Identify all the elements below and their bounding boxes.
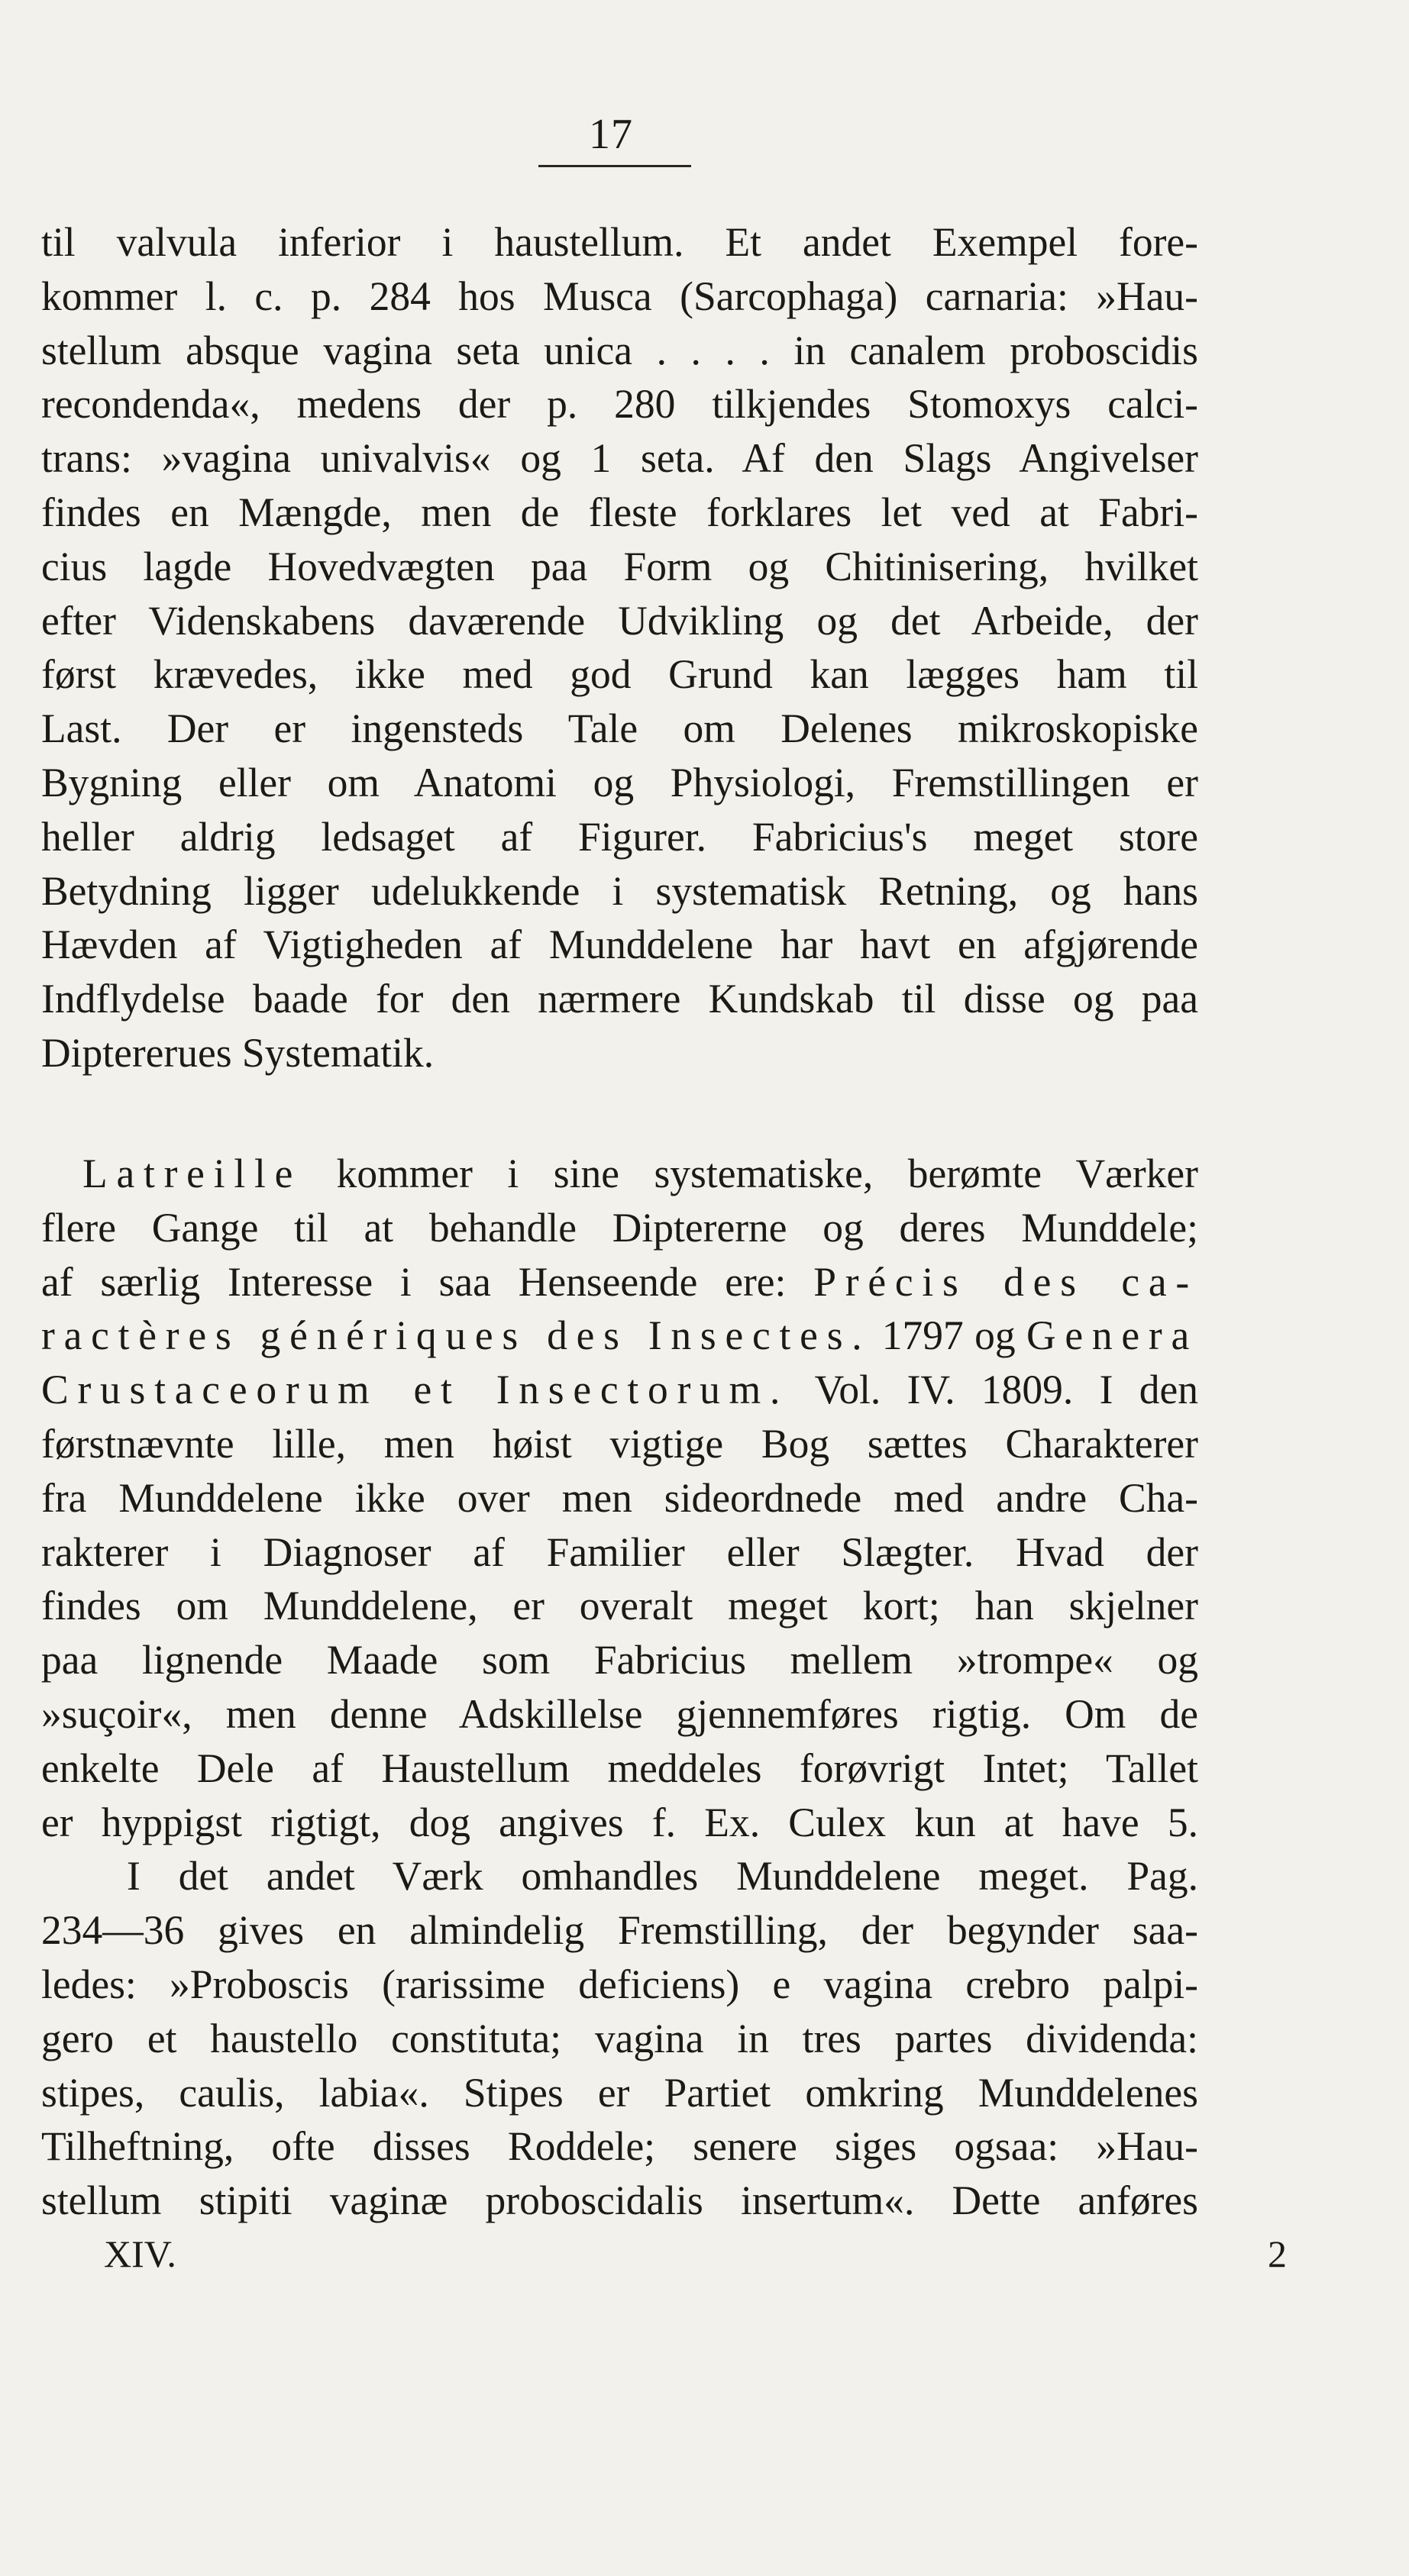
text-line: Betydning ligger udelukkende i systematisk Retning, og hans	[41, 867, 1198, 914]
paragraph-1	[41, 215, 1198, 1080]
sheet-number: 2	[1268, 2232, 1287, 2275]
text-line: stellum stipiti vaginæ proboscidalis insertum«. Dette anføres	[41, 2177, 1198, 2224]
text-segment: af særlig Interesse i saa Henseende ere:	[41, 1258, 814, 1305]
text-line: paa lignende Maade som Fabricius mellem »trompe« og	[41, 1637, 1198, 1683]
text-line: efter Videnskabens daværende Udvikling og det Arbeide, der	[41, 597, 1198, 644]
text-line: Diptererues Systematik.	[41, 1029, 435, 1076]
book-title-precis-cont: ractères génériques des Insectes.	[41, 1312, 871, 1359]
text-line: førstnævnte lille, men høist vigtige Bog sættes Charakterer	[41, 1420, 1198, 1467]
text-line: cius lagde Hovedvægten paa Form og Chitinisering, hvilket	[41, 543, 1198, 589]
text-line: flere Gange til at behandle Diptererne og deres Munddele;	[41, 1204, 1198, 1251]
text-line	[41, 1309, 1198, 1363]
text-line	[41, 1147, 1198, 1201]
signature-mark: XIV.	[104, 2232, 176, 2275]
text-line: trans: »vagina univalvis« og 1 seta. Af den Slags Angivelser	[41, 435, 1198, 482]
text-line: findes en Mængde, men de fleste forklares let ved at Fabri-	[41, 489, 1198, 535]
page-number: 17	[589, 111, 633, 158]
text-line: stipes, caulis, labia«. Stipes er Partiet omkring Munddelenes	[41, 2069, 1198, 2116]
text-line: Tilheftning, ofte disses Roddele; senere siges ogsaa: »Hau-	[41, 2123, 1198, 2170]
text-line: er hyppigst rigtigt, dog angives f. Ex. Culex kun at have 5.	[41, 1799, 1198, 1845]
text-line: Indflydelse baade for den nærmere Kundskab til disse og paa	[41, 976, 1198, 1022]
text-line: I det andet Værk omhandles Munddelene meget. Pag.	[127, 1853, 1198, 1900]
text-line: recondenda«, medens der p. 280 tilkjendes Stomoxys calci-	[41, 381, 1198, 428]
author-name-latreille: Latreille	[82, 1151, 302, 1196]
text-line: fra Munddelene ikke over men sideordnede med andre Cha-	[41, 1474, 1198, 1521]
page-number-rule	[538, 165, 691, 167]
book-title-precis: Précis des ca-	[813, 1258, 1198, 1305]
text-segment: 1797 og	[871, 1312, 1026, 1359]
book-title-genera-cont: Crustaceorum et Insectorum.	[41, 1367, 790, 1413]
text-line: rakterer i Diagnoser af Familier eller Slægter. Hvad der	[41, 1528, 1198, 1575]
text-line: 234—36 gives en almindelig Fremstilling, der begynder saa-	[41, 1907, 1198, 1954]
text-line	[41, 1255, 1198, 1309]
text-line	[41, 1363, 1198, 1417]
text-line: heller aldrig ledsaget af Figurer. Fabricius's meget store	[41, 813, 1198, 860]
text-line: kommer l. c. p. 284 hos Musca (Sarcophaga) carnaria: »Hau-	[41, 273, 1198, 319]
text-line: Hævden af Vigtigheden af Munddelene har havt en afgjørende	[41, 922, 1198, 968]
paragraph-2	[41, 1147, 1198, 2228]
text-line: »suçoir«, men denne Adskillelse gjennemføres rigtig. Om de	[41, 1690, 1198, 1737]
text-line: Bygning eller om Anatomi og Physiologi, Fremstillingen er	[41, 759, 1198, 805]
text-line: til valvula inferior i haustellum. Et andet Exempel fore-	[41, 219, 1198, 265]
text-segment: kommer i sine systematiske, berømte Værker	[302, 1151, 1198, 1196]
text-segment: Vol. IV. 1809. I den	[789, 1367, 1198, 1413]
text-line: findes om Munddelene, er overalt meget kort; han skjelner	[41, 1583, 1198, 1629]
text-line: gero et haustello constituta; vagina in tres partes dividenda:	[41, 2015, 1198, 2061]
text-line: ledes: »Proboscis (rarissime deficiens) e vagina crebro palpi-	[41, 1961, 1198, 2007]
text-line: stellum absque vagina seta unica . . . . in canalem proboscidis	[41, 327, 1198, 373]
text-line: Last. Der er ingensteds Tale om Delenes mikroskopiske	[41, 705, 1198, 752]
text-line: enkelte Dele af Haustellum meddeles forøvrigt Intet; Tallet	[41, 1745, 1198, 1791]
text-line: først krævedes, ikke med god Grund kan lægges ham til	[41, 651, 1198, 698]
book-title-genera: Genera	[1026, 1312, 1198, 1359]
